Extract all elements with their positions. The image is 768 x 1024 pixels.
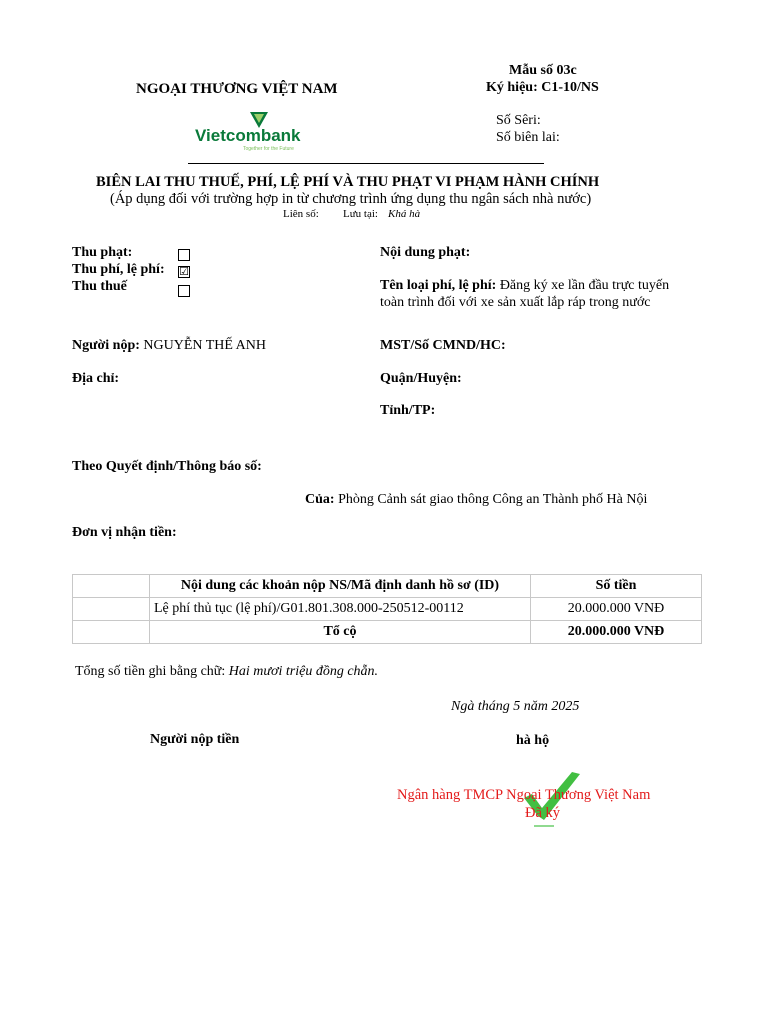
- fee-type-value-line1: Đăng ký xe lần đầu trực tuyến: [499, 278, 670, 293]
- kept-at-value: Khá hà: [388, 208, 421, 220]
- fee-type-label: Tên loại phí, lệ phí:: [380, 278, 497, 293]
- document-subtitle: (Áp dụng đối với trường hợp in từ chương trình ứng dụng thu ngân sách nhà nước): [110, 191, 592, 207]
- org-name: NGOẠI THƯƠNG VIỆT NAM: [136, 81, 338, 97]
- tax-checkbox[interactable]: [178, 285, 190, 297]
- receiver-unit-label: Đơn vị nhận tiền:: [72, 525, 177, 540]
- table-cell-blank: [73, 621, 150, 644]
- vietcombank-logo-icon: [193, 110, 303, 152]
- signed-status: Đã ký: [525, 805, 561, 821]
- table-header-blank: [73, 575, 150, 598]
- issuer-value: Phòng Cảnh sát giao thông Công an Thành phố Hà Nội: [338, 492, 648, 507]
- table-cell-content: Lệ phí thủ tục (lệ phí)/G01.801.308.000-250512-00112: [150, 598, 531, 621]
- payer-name: [72, 338, 266, 354]
- payer-name-label: Người nộp:: [72, 338, 140, 353]
- amount-in-words: [75, 664, 378, 680]
- bank-signature: Ngân hàng TMCP Ngoại Thương Việt Nam: [397, 787, 651, 803]
- payer-name-value: NGUYỄN THẾ ANH: [143, 338, 267, 353]
- svg-text:Vietcombank: Vietcombank: [195, 126, 301, 145]
- issuer: [305, 492, 647, 508]
- fee-checkbox[interactable]: ☑: [179, 266, 189, 278]
- district-label: Quận/Huyện:: [380, 371, 462, 386]
- fee-type: [380, 278, 669, 294]
- table-cell-blank: [73, 598, 150, 621]
- form-symbol: Ký hiệu: C1-10/NS: [486, 80, 599, 95]
- issuer-label: Của:: [305, 492, 335, 507]
- tax-label: Thu thuế: [72, 279, 127, 294]
- decision-label: Theo Quyết định/Thông báo số:: [72, 459, 262, 474]
- fine-label: Thu phạt:: [72, 245, 133, 260]
- document-title: BIÊN LAI THU THUẾ, PHÍ, LỆ PHÍ VÀ THU PHẠT VI PHẠM HÀNH CHÍNH: [96, 174, 600, 190]
- date-line: Ngà tháng 5 năm 2025: [451, 699, 580, 714]
- header-divider: [188, 163, 544, 164]
- address-label: Địa chỉ:: [72, 371, 120, 386]
- tax-id-label: MST/Số CMND/HC:: [380, 338, 506, 353]
- total-label: Tổ cộ: [150, 621, 531, 644]
- receiver-signature-label: hà hộ: [516, 733, 550, 748]
- amount-words-label: Tổng số tiền ghi bằng chữ:: [75, 664, 226, 679]
- province-label: Tỉnh/TP:: [380, 403, 436, 418]
- penalty-content-label: Nội dung phạt:: [380, 245, 471, 260]
- kept-at-label: Lưu tại:: [343, 208, 378, 220]
- form-number: Mẫu số 03c: [509, 63, 577, 78]
- table-header-amount: Số tiền: [531, 575, 702, 598]
- serial-label: Số Sêri:: [496, 113, 541, 128]
- fine-checkbox[interactable]: [178, 249, 190, 261]
- receipt-number-label: Số biên lai:: [496, 130, 560, 145]
- table-header-content: Nội dung các khoản nộp NS/Mã định danh hồ sơ (ID): [150, 575, 531, 598]
- copy-number-label: Liên số:: [283, 208, 319, 220]
- table-total-row: [73, 621, 702, 644]
- table-header-row: [73, 575, 702, 598]
- payer-signature-label: Người nộp tiền: [150, 732, 240, 747]
- amount-words-value: Hai mươi triệu đồng chẵn.: [228, 664, 379, 679]
- total-amount: 20.000.000 VNĐ: [531, 621, 702, 644]
- fees-table: [72, 574, 702, 644]
- fee-label: Thu phí, lệ phí:: [72, 262, 165, 277]
- vietcombank-logo: [193, 110, 303, 157]
- table-row: [73, 598, 702, 621]
- table-cell-amount: 20.000.000 VNĐ: [531, 598, 702, 621]
- fee-type-value-line2: toàn trình đối với xe sản xuất lắp ráp trong nước: [380, 295, 651, 310]
- bank-slogan: Together for the Future: [243, 146, 294, 152]
